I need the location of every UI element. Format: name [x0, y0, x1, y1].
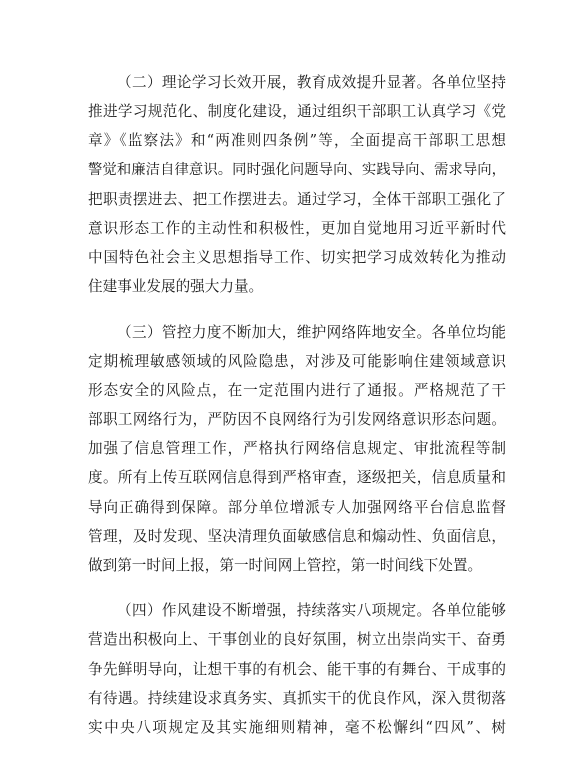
document-page — [88, 68, 506, 758]
text-line: 做到第一时间上报，第一时间网上管控，第一时间线下处置。 — [88, 557, 483, 574]
text-line: 度。所有上传互联网信息得到严格审查，逐级把关，信息质量和 — [88, 469, 506, 487]
text-line: 意识形态工作的主动性和积极性，更加自觉地用习近平新时代 — [88, 219, 506, 237]
text-line: （四）作风建设不断增强，持续落实八项规定。各单位能够 — [117, 602, 506, 620]
paragraph-3 — [88, 318, 506, 581]
text-line: 警觉和廉洁自律意识。同时强化问题导向、实践导向、需求导向， — [88, 161, 506, 178]
text-line: 推进学习规范化、制度化建设，通过组织干部职工认真学习《党 — [88, 103, 506, 121]
text-line: （三）管控力度不断加大，维护网络阵地安全。各单位均能 — [117, 323, 506, 341]
text-line: 有待遇。持续建设求真务实、真抓实干的优良作风，深入贯彻落 — [88, 689, 506, 707]
text-line: 导向正确得到保障。部分单位增派专人加强网络平台信息监督 — [88, 498, 506, 516]
text-line: 中国特色社会主义思想指导工作、切实把学习成效转化为推动 — [88, 249, 506, 267]
text-line: 部职工网络行为，严防因不良网络行为引发网络意识形态问题。 — [88, 411, 506, 429]
text-line: （二）理论学习长效开展，教育成效提升显著。各单位坚持 — [117, 74, 506, 91]
text-line: 把职责摆进去、把工作摆进去。通过学习，全体干部职工强化了 — [88, 190, 506, 208]
text-line: 营造出积极向上、干事创业的良好氛围，树立出崇尚实干、奋勇 — [88, 631, 506, 649]
text-line: 住建事业发展的强大力量。 — [88, 278, 264, 296]
text-line: 章》《监察法》和“两准则四条例”等，全面提高干部职工思想 — [88, 132, 506, 150]
text-line: 实中央八项规定及其实施细则精神，毫不松懈纠“四风”、树 — [88, 718, 506, 736]
text-line: 争先鲜明导向，让想干事的有机会、能干事的有舞台、干成事的 — [88, 660, 506, 678]
text-line: 形态安全的风险点，在一定范围内进行了通报。严格规范了干 — [88, 381, 506, 399]
text-line: 定期梳理敏感领域的风险隐患，对涉及可能影响住建领域意识 — [88, 352, 506, 370]
text-line: 管理，及时发现、坚决清理负面敏感信息和煽动性、负面信息， — [88, 527, 506, 545]
paragraph-4 — [88, 596, 506, 742]
paragraph-2 — [88, 68, 506, 302]
text-line: 加强了信息管理工作，严格执行网络信息规定、审批流程等制 — [88, 440, 506, 458]
